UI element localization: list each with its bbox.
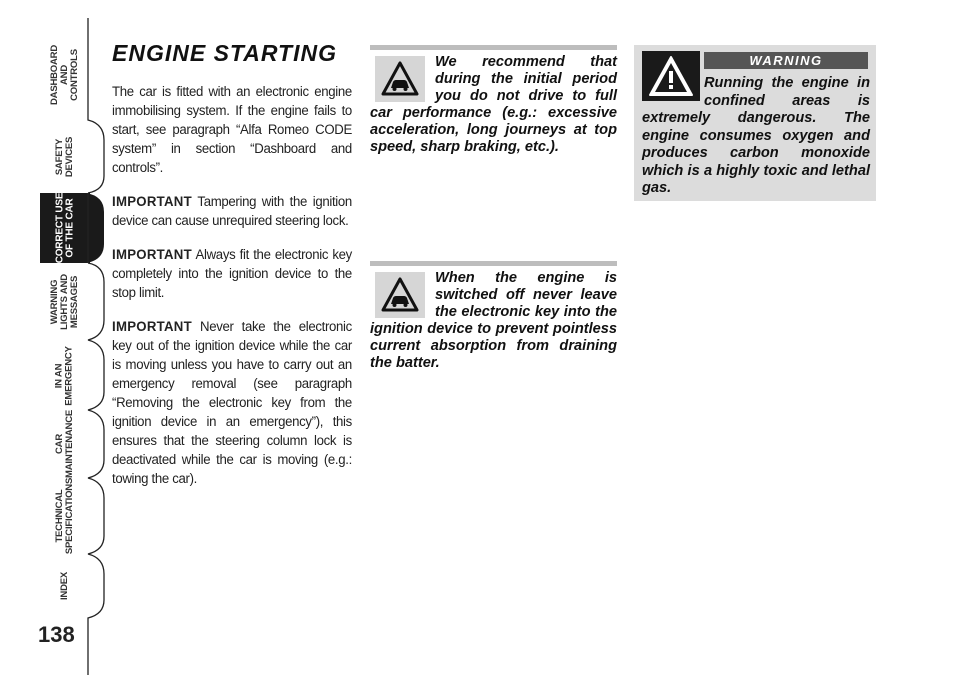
tab-label-line: WARNING	[49, 279, 61, 325]
tab-label-line: TECHNICAL	[54, 489, 66, 543]
tab-label-line: MAINTENANCE	[64, 410, 75, 478]
tab-label-line: AND	[59, 65, 71, 85]
tab-index[interactable]	[42, 554, 88, 618]
important-paragraph	[112, 246, 352, 303]
note-initial-period	[370, 45, 617, 156]
tab-label-line: MESSAGES	[69, 275, 81, 329]
main-column	[112, 40, 352, 504]
tab-label-line: SPECIFICATIONS	[64, 477, 76, 555]
tab-in-an-emergency[interactable]	[42, 342, 88, 410]
note-text: When the engine is switched off never leave the electronic key into the ignition device to prevent pointless current absorption from draining the batter.	[370, 270, 617, 371]
warning-box	[634, 45, 876, 201]
car-caution-icon	[375, 272, 425, 318]
important-text: Always fit the electronic key completely into the ignition device to the stop limit.	[112, 247, 352, 301]
important-keyword: IMPORTANT	[112, 194, 192, 210]
important-paragraph	[112, 318, 352, 489]
tab-technical-specifications[interactable]	[42, 478, 88, 554]
tab-correct-use-of-the-car[interactable]	[40, 193, 90, 263]
tab-label-line: EMERGENCY	[64, 346, 75, 406]
chapter-tab-rail	[0, 0, 106, 692]
note-electronic-key	[370, 261, 617, 372]
tab-label-line: LIGHTS AND	[59, 274, 71, 330]
important-text: Never take the electronic key out of the ignition device while the car is moving unless you have to carry out an emergency removal (see paragraph “Removing the electronic key from the ignition device in an emergency”), this ensures that the steering column lock is deactivated while the car is moving (e.g.: towing the car).	[112, 319, 352, 487]
tab-label-line: DEVICES	[64, 136, 75, 178]
car-caution-icon	[375, 56, 425, 102]
tab-label-line: DASHBOARD	[49, 45, 61, 105]
tab-label-line: CORRECT USE	[54, 192, 65, 264]
warning-text: Running the engine in confined areas is extremely dangerous. The engine consumes oxygen and produces carbon monoxide which is a highly toxic and lethal gas.	[642, 75, 870, 196]
important-keyword: IMPORTANT	[112, 247, 192, 263]
warning-header: WARNING	[704, 52, 868, 69]
tab-warning-lights-and-messages[interactable]	[42, 264, 88, 340]
intro-paragraph: The car is fitted with an electronic engine immobilising system. If the engine fails to start, see paragraph “Alfa Romeo CODE system” in section “Dashboard and controls”.	[112, 84, 352, 176]
tab-safety-devices[interactable]	[42, 124, 88, 190]
note-text: We recommend that during the initial period you do not drive to full car performance (e.g.: excessive acceleration, long journeys at top speed, sharp braking, etc.).	[370, 54, 617, 155]
tab-label-line: INDEX	[58, 571, 70, 601]
tab-label-line: OF THE CAR	[64, 198, 75, 258]
important-text: Tampering with the ignition device can cause unrequired steering lock.	[112, 194, 352, 229]
page-number: 138	[38, 622, 75, 647]
tab-label-line: IN AN	[54, 363, 65, 389]
important-keyword: IMPORTANT	[112, 319, 192, 335]
tab-label-line: CONTROLS	[69, 49, 81, 101]
important-paragraph	[112, 193, 352, 231]
page-title: ENGINE STARTING	[112, 40, 337, 66]
tab-car-maintenance[interactable]	[42, 410, 88, 478]
tab-label-line: SAFETY	[54, 138, 65, 176]
tab-dashboard-and-controls[interactable]	[42, 30, 88, 120]
tab-label-line: CAR	[54, 434, 65, 454]
